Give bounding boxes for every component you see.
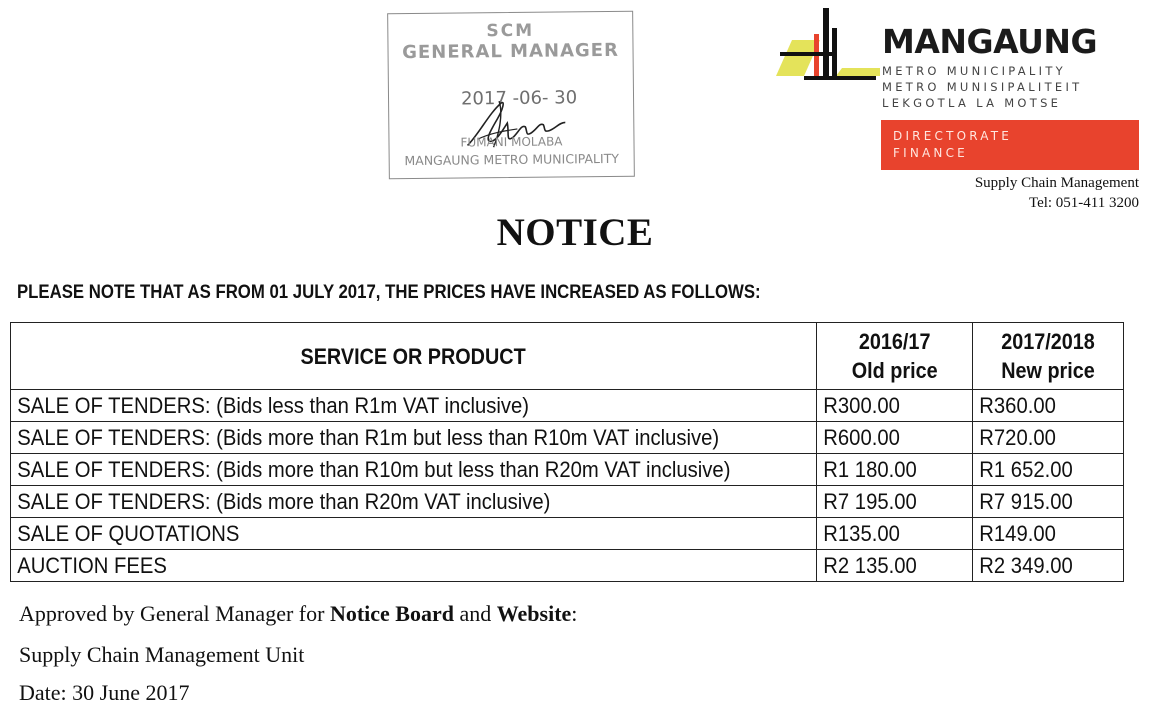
cell-new-price: R720.00 [973, 422, 1124, 454]
cell-service: SALE OF QUOTATIONS [11, 518, 817, 550]
cell-service: SALE OF TENDERS: (Bids less than R1m VAT inclusive) [11, 390, 817, 422]
cell-service: SALE OF TENDERS: (Bids more than R10m but less than R20m VAT inclusive) [11, 454, 817, 486]
header-service-label: SERVICE OR PRODUCT [300, 343, 527, 369]
cell-service: AUCTION FEES [11, 550, 817, 582]
footer-date: Date: 30 June 2017 [19, 680, 190, 705]
logo-subtitle-sesotho: LEKGOTLA LA MOTSE [882, 96, 1062, 110]
stamp-date: 2017 -06- 30 [460, 87, 578, 110]
contact-unit: Supply Chain Management [974, 175, 1139, 191]
directorate-finance-label: FINANCE [893, 146, 968, 160]
approval-stamp [387, 11, 635, 180]
cell-new-price: R360.00 [973, 390, 1124, 422]
stamp-line-scm: SCM [486, 20, 535, 42]
header-old-price [816, 323, 972, 390]
logo-subtitle-afrikaans: METRO MUNISIPALITEIT [882, 80, 1083, 94]
table-row [11, 550, 1124, 582]
notice-board-label: Notice Board [329, 601, 454, 626]
cell-old-price: R1 180.00 [816, 454, 972, 486]
header-new-price [973, 323, 1124, 390]
cell-new-price: R149.00 [973, 518, 1124, 550]
logo-wordmark: MANGAUNG [882, 22, 1098, 61]
table-row [11, 486, 1124, 518]
price-table [10, 322, 1124, 582]
table-row [11, 518, 1124, 550]
header-new-year: 2017/2018 [1001, 329, 1096, 354]
table-row [11, 390, 1124, 422]
cell-old-price: R135.00 [816, 518, 972, 550]
table-row [11, 454, 1124, 486]
cell-old-price: R300.00 [816, 390, 972, 422]
directorate-label: DIRECTORATE [893, 129, 1013, 143]
table-header-row [11, 323, 1124, 390]
cell-old-price: R7 195.00 [816, 486, 972, 518]
contact-telephone: Tel: 051-411 3200 [1028, 195, 1139, 211]
cell-new-price: R1 652.00 [973, 454, 1124, 486]
header-service [11, 323, 817, 390]
cell-old-price: R600.00 [816, 422, 972, 454]
header-new-label: New price [1001, 358, 1095, 383]
cell-service: SALE OF TENDERS: (Bids more than R20m VAT inclusive) [11, 486, 817, 518]
logo-subtitle-english: METRO MUNICIPALITY [882, 64, 1066, 78]
approval-line: Approved by General Manager for Notice Board and Website: [19, 601, 578, 626]
website-label: Website [496, 601, 572, 626]
mangaung-logo-icon [776, 6, 880, 80]
cell-old-price: R2 135.00 [816, 550, 972, 582]
cell-service: SALE OF TENDERS: (Bids more than R1m but less than R10m VAT inclusive) [11, 422, 817, 454]
cell-new-price: R2 349.00 [973, 550, 1124, 582]
footer-unit: Supply Chain Management Unit [19, 642, 305, 667]
header-old-year: 2016/17 [858, 329, 931, 354]
stamp-organisation: MANGAUNG METRO MUNICIPALITY [404, 150, 619, 169]
notice-title: NOTICE [496, 211, 654, 254]
stamp-line-general-manager: GENERAL MANAGER [402, 39, 620, 64]
cell-new-price: R7 915.00 [973, 486, 1124, 518]
table-row [11, 422, 1124, 454]
notice-intro: PLEASE NOTE THAT AS FROM 01 JULY 2017, THE PRICES HAVE INCREASED AS FOLLOWS: [17, 281, 761, 303]
header-old-label: Old price [851, 358, 938, 383]
stamp-name: FUMANI MOLABA [460, 134, 563, 150]
directorate-banner [881, 120, 1139, 170]
